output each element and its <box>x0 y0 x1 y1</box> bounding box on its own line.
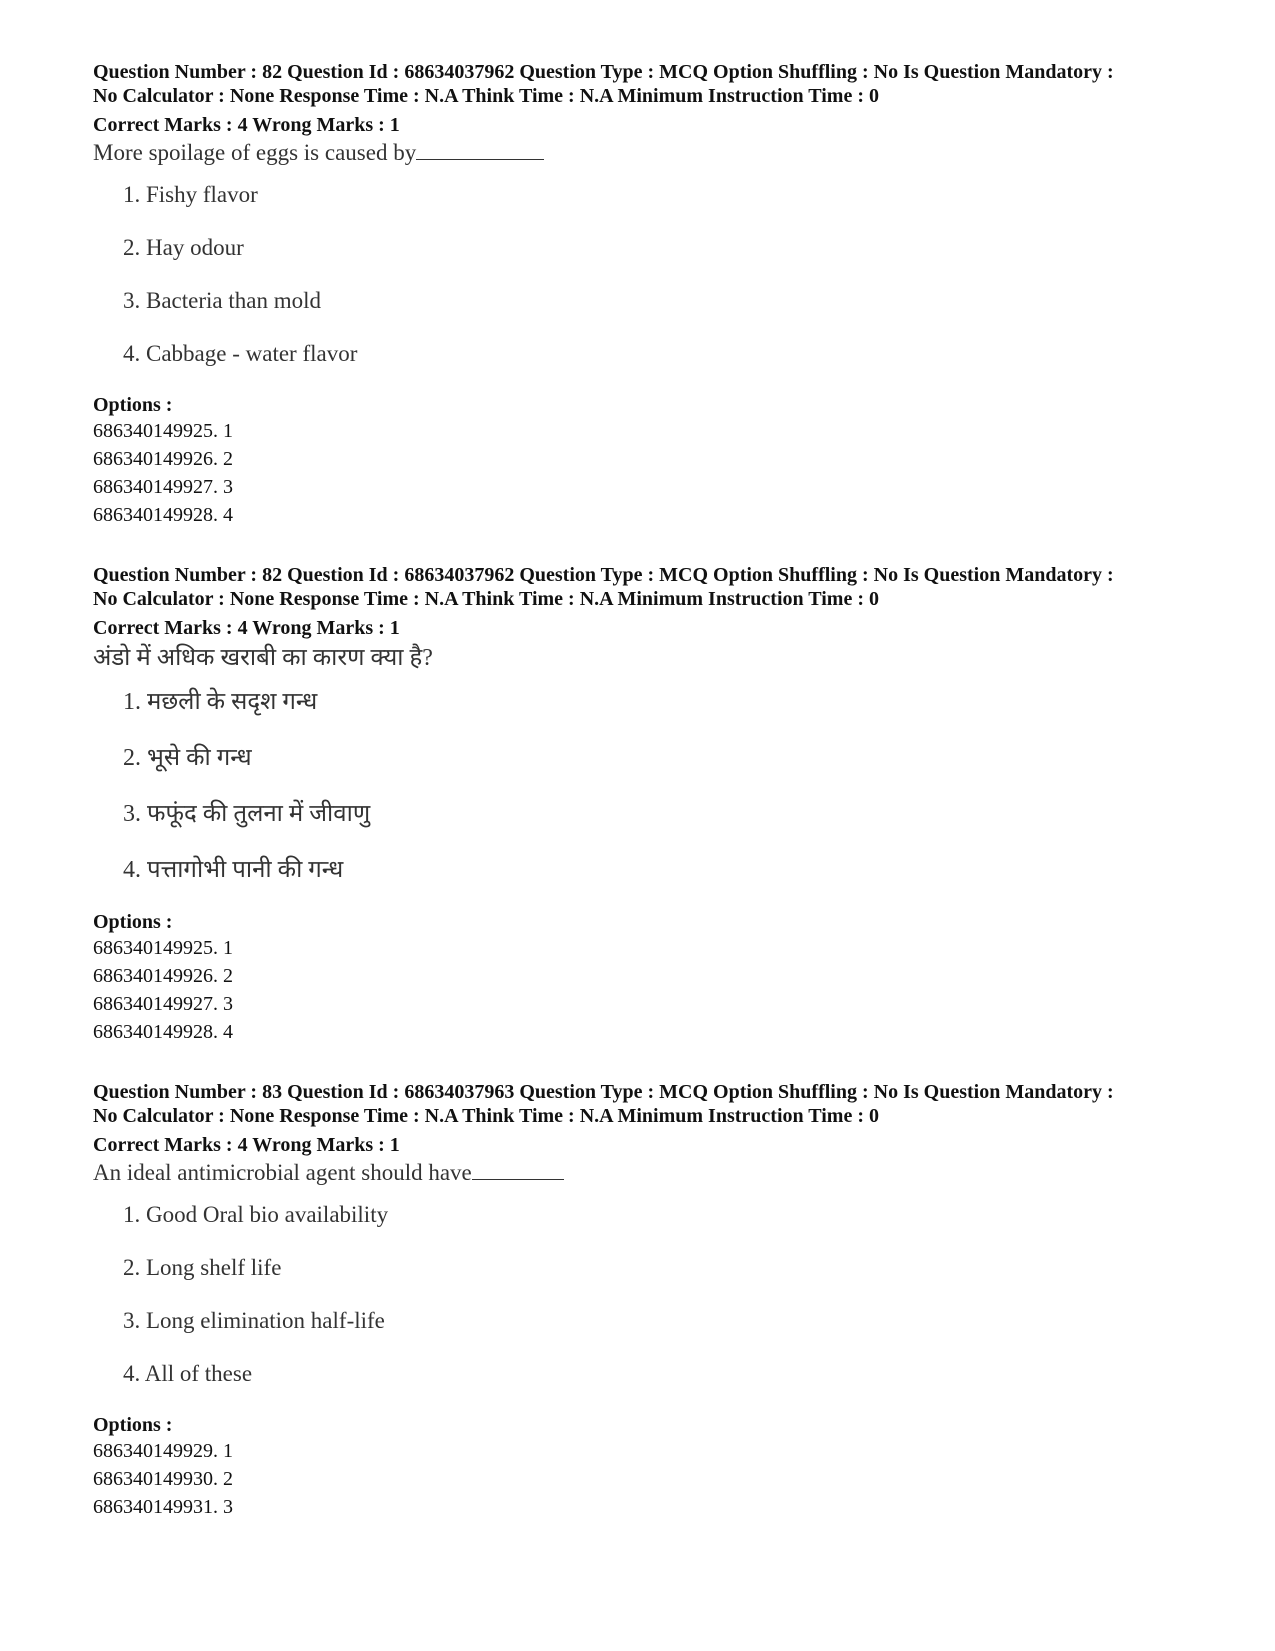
option-id: 686340149927. 3 <box>93 993 233 1015</box>
option-id: 686340149926. 2 <box>93 965 233 987</box>
option-id: 686340149926. 2 <box>93 448 233 470</box>
options-label: Options : <box>93 1414 173 1436</box>
answer-choice: 3. Bacteria than mold <box>123 288 321 313</box>
question-stem-text: More spoilage of eggs is caused by <box>93 140 417 165</box>
question-stem <box>93 139 1213 167</box>
question-stem-text: An ideal antimicrobial agent should have <box>93 1160 472 1185</box>
options-label: Options : <box>93 394 173 416</box>
answer-blank <box>472 1161 564 1180</box>
answer-choice: 2. Hay odour <box>123 235 244 260</box>
question-meta-line: No Calculator : None Response Time : N.A Think Time : N.A Minimum Instruction Time : 0 <box>93 588 879 610</box>
question-meta-line: Question Number : 82 Question Id : 68634037962 Question Type : MCQ Option Shuffling : No Is Question Mandatory : <box>93 61 1114 83</box>
answer-choice: 1. Good Oral bio availability <box>123 1202 389 1227</box>
option-id: 686340149931. 3 <box>93 1496 233 1518</box>
question-block <box>93 1080 1213 1521</box>
marks-line: Correct Marks : 4 Wrong Marks : 1 <box>93 1134 400 1156</box>
options-label: Options : <box>93 911 173 933</box>
question-meta-line: No Calculator : None Response Time : N.A Think Time : N.A Minimum Instruction Time : 0 <box>93 1105 879 1127</box>
question-stem: अंडो में अधिक खराबी का कारण क्या है? <box>93 645 433 671</box>
option-id: 686340149930. 2 <box>93 1468 233 1490</box>
option-id: 686340149927. 3 <box>93 476 233 498</box>
marks-line: Correct Marks : 4 Wrong Marks : 1 <box>93 114 400 136</box>
answer-choice: 1. मछली के सदृश गन्ध <box>123 689 318 715</box>
marks-line: Correct Marks : 4 Wrong Marks : 1 <box>93 617 400 639</box>
answer-choice: 2. भूसे की गन्ध <box>123 745 252 771</box>
answer-choice: 4. पत्तागोभी पानी की गन्ध <box>123 857 344 883</box>
answer-choice: 3. Long elimination half-life <box>123 1308 385 1333</box>
answer-blank <box>416 141 544 160</box>
answer-choice: 4. All of these <box>123 1361 253 1386</box>
question-meta-line: No Calculator : None Response Time : N.A Think Time : N.A Minimum Instruction Time : 0 <box>93 85 879 107</box>
option-id: 686340149928. 4 <box>93 1021 233 1043</box>
question-block <box>93 563 1213 1046</box>
answer-choice: 1. Fishy flavor <box>123 182 258 207</box>
option-id: 686340149929. 1 <box>93 1440 233 1462</box>
option-id: 686340149925. 1 <box>93 937 233 959</box>
question-block <box>93 60 1213 529</box>
option-id: 686340149925. 1 <box>93 420 233 442</box>
question-meta-line: Question Number : 82 Question Id : 68634037962 Question Type : MCQ Option Shuffling : No Is Question Mandatory : <box>93 564 1114 586</box>
answer-choice: 4. Cabbage - water flavor <box>123 341 358 366</box>
answer-choice: 3. फफूंद की तुलना में जीवाणु <box>123 801 371 827</box>
answer-choice: 2. Long shelf life <box>123 1255 282 1280</box>
document-page <box>93 60 1213 1555</box>
question-stem <box>93 1159 1213 1187</box>
option-id: 686340149928. 4 <box>93 504 233 526</box>
question-meta-line: Question Number : 83 Question Id : 68634037963 Question Type : MCQ Option Shuffling : No Is Question Mandatory : <box>93 1081 1114 1103</box>
